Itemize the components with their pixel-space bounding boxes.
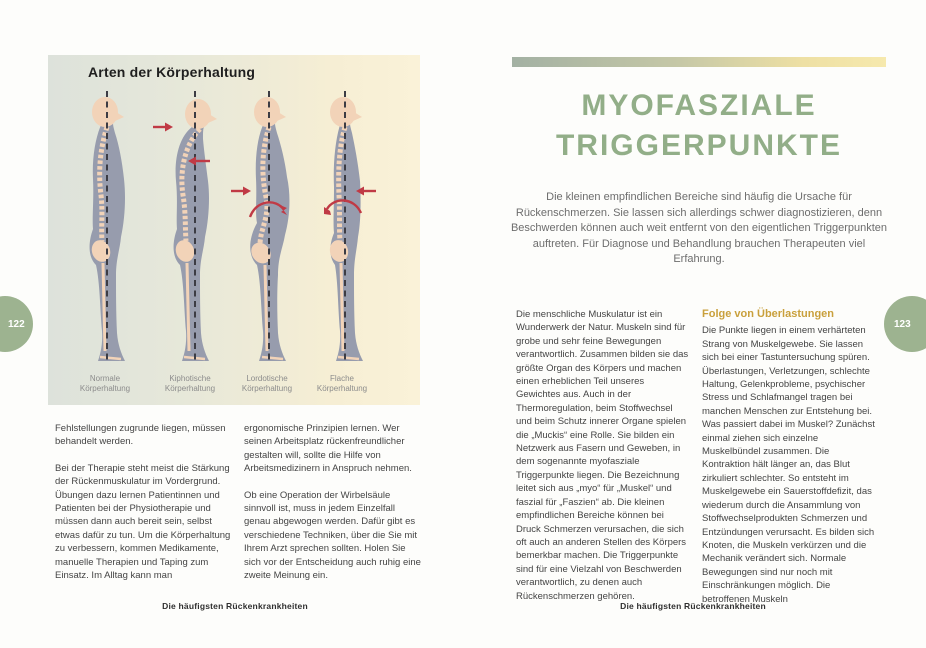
right-page-column-1	[516, 308, 690, 619]
face-profile	[353, 112, 362, 121]
right-page-column-2	[702, 308, 876, 619]
leg-bone	[103, 263, 105, 351]
posture-illustration-panel	[48, 55, 420, 405]
figure-label-line-2: Körperhaltung	[316, 384, 368, 393]
posture-figure-normale	[63, 87, 147, 394]
head-shape	[330, 97, 356, 127]
face-profile	[115, 112, 124, 121]
body-paragraph: Bei der Therapie steht meist die Stärkung der Rückenmuskulatur im Vordergrund. Übungen dazu lernen Patientinnen und Patienten bei der Physiotherapie und müssen dann auch bereit sein, selbst etwas dafür zu tun. Um die Körperhaltung zu verbessern, kommen Medikamente, manuelle Therapien und Taping zum Einsatz. Im Alltag kann man	[55, 462, 231, 582]
arrowhead-icon	[165, 123, 173, 132]
figure-label-line-1: Lordotische	[246, 374, 288, 383]
arrowhead-icon	[243, 187, 251, 196]
body-paragraph: ergonomische Prinzipien lernen. Wer seinen Arbeitsplatz rückenfreundlicher gestalten will, sollte die Hilfe von Arbeitsmedizinern in Anspruch nehmen.	[244, 423, 412, 475]
posture-figure-svg	[148, 87, 232, 367]
left-page-column-2	[244, 422, 422, 595]
figure-label	[242, 374, 292, 394]
figure-label-line-1: Normale	[89, 374, 121, 383]
head-shape	[92, 97, 118, 127]
head-shape	[254, 97, 280, 127]
posture-figure-lordotische	[225, 87, 309, 394]
right-page-body	[516, 308, 876, 619]
figure-label	[317, 374, 367, 394]
figure-label-line-1: Kiphotische	[169, 374, 211, 383]
figure-label-line-2: Körperhaltung	[164, 384, 216, 393]
left-page-number-badge	[0, 296, 33, 352]
chapter-title-line-2: TRIGGERPUNKTE	[555, 129, 842, 162]
chapter-title	[489, 86, 909, 166]
leg-bone	[187, 263, 189, 351]
chapter-gradient-bar	[512, 57, 886, 67]
posture-figure-kiphotische	[148, 87, 232, 394]
leg-bone	[341, 263, 343, 351]
page-number: 122	[8, 318, 25, 330]
figure-label	[80, 374, 130, 394]
face-profile	[277, 112, 286, 121]
right-page-number-badge	[884, 296, 926, 352]
right-page-footer: Die häufigsten Rückenkrankheiten	[620, 601, 766, 611]
leg-bone	[265, 265, 267, 351]
figure-label	[165, 374, 215, 394]
body-paragraph: Die menschliche Muskulatur ist ein Wunderwerk der Natur. Muskeln sind für grobe und sehr feine Bewegungen verantwortlich. Zusammen bilden sie das größte Organ des Körpers und machen einen erheblichen Teil unseres Gewichtes aus. Auch in der Thermoregulation, beim Stoffwechsel und beim Schutz innerer Organe spielen die „Muckis“ eine Rolle. Sie bilden ein Netzwerk aus Fasern und Geweben, in dem sogenannte myofasziale Triggerpunkte liegen. Die Bezeichnung leitet sich aus „myo“ für „Muskel“ und faszial für „Faszien“ ab. Die kleinen empfindlichen Bereiche können bei Druck Schmerzen verursachen, die sich oft auch an anderen Stellen des Körpers bemerkbar machen. Die Triggerpunkte sind für eine Vielzahl von Beschwerden verantwortlich, zu denen auch Rückenschmerzen gehören.	[516, 309, 689, 602]
page-number: 123	[894, 318, 911, 330]
figure-label-line-2: Körperhaltung	[79, 384, 131, 393]
left-page-footer: Die häufigsten Rückenkrankheiten	[162, 601, 308, 611]
section-subheading: Folge von Überlastungen	[702, 308, 835, 320]
chapter-title-line-1: MYOFASZIALE	[581, 89, 817, 122]
body-paragraph: Die Punkte liegen in einem verhärteten Strang von Muskelgewebe. Sie lassen sich bei einer Tastuntersuchung spüren. Überlastungen, Verletzungen, schlechte Haltung, Gelenkprobleme, psychischer Stress und Schlafmangel tragen bei manchen Menschen zur Entstehung bei. Was passiert dabei im Muskel? Zunächst einmal ziehen sich einzelne Muskelbündel zusammen. Die Kontraktion hält länger an, das Blut zirkuliert schlechter. So entsteht im Muskelgewebe ein Sauerstoffdefizit, das wiederum durch die Ansammlung von Stoffwechselprodukten Schmerzen und Entzündungen verursacht. Es bilden sich Knoten, die Muskeln verkürzen und die Mechanik verändert sich. Normale Bewegungen sind nur noch mit Einschränkungen möglich. Die betroffenen Muskeln	[702, 325, 875, 605]
panel-title: Arten der Körperhaltung	[88, 64, 256, 80]
body-paragraph: Ob eine Operation der Wirbelsäule sinnvoll ist, muss in jedem Einzelfall genau abgewogen werden. Dafür gibt es verschiedene Techniken, über die Sie mit Ihrem Arzt sprechen sollten. Holen Sie sich vor der Entscheidung auch ruhig eine zweite Meinung ein.	[244, 489, 421, 582]
head-shape	[185, 99, 211, 129]
posture-figure-svg	[300, 87, 384, 367]
chapter-intro: Die kleinen empfindlichen Bereiche sind häufig die Ursache für Rückenschmerzen. Sie lassen sich allerdings schwer diagnostizieren, denn Beschwerden können auch weit entfernt von den eigentlichen Triggerpunkten auftreten. Für Diagnose und Behandlung brauchen Therapeuten viel Erfahrung.	[510, 191, 888, 265]
left-page-column-1	[55, 422, 233, 595]
face-profile	[208, 114, 217, 123]
posture-figure-svg	[63, 87, 147, 367]
posture-figure-flache	[300, 87, 384, 394]
posture-figure-svg	[225, 87, 309, 367]
figure-label-line-2: Körperhaltung	[241, 384, 293, 393]
left-page-body	[55, 422, 423, 595]
body-paragraph: Fehlstellungen zugrunde liegen, müssen behandelt werden.	[55, 423, 226, 448]
figure-label-line-1: Flache	[329, 374, 354, 383]
